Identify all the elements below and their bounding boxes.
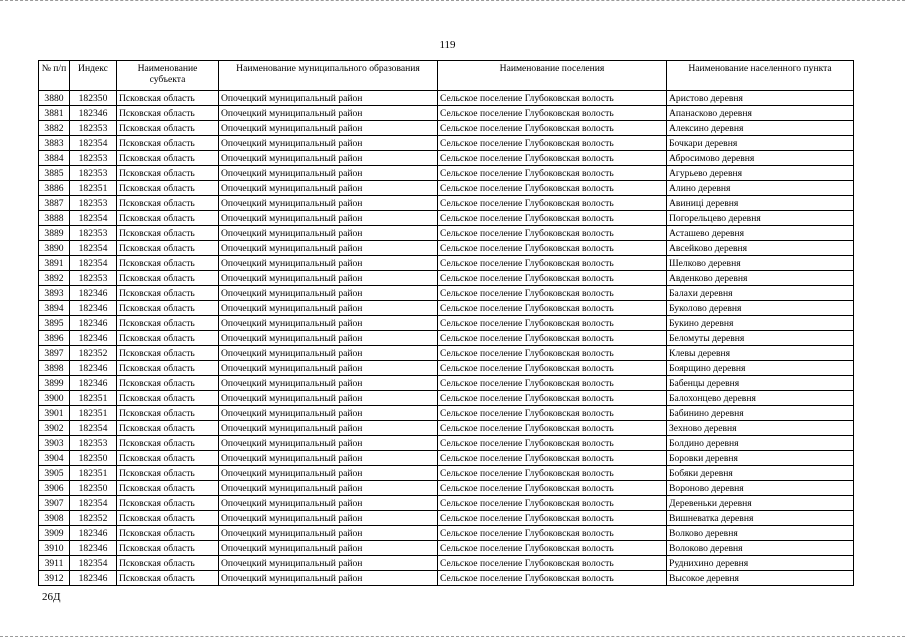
cell-municipality: Опочецкий муниципальный район — [219, 271, 438, 286]
cell-settlement: Сельское поселение Глубоковская волость — [438, 91, 667, 106]
cell-locality: Погорельцево деревня — [667, 211, 854, 226]
cell-row-number: 3906 — [39, 481, 70, 496]
table-row — [39, 226, 854, 241]
cell-row-number: 3910 — [39, 541, 70, 556]
cell-row-number: 3911 — [39, 556, 70, 571]
cell-postal-index: 182353 — [70, 151, 117, 166]
cell-postal-index: 182346 — [70, 331, 117, 346]
cell-municipality: Опочецкий муниципальный район — [219, 196, 438, 211]
cell-municipality: Опочецкий муниципальный район — [219, 391, 438, 406]
cell-locality: Абросимово деревня — [667, 151, 854, 166]
cell-row-number: 3889 — [39, 226, 70, 241]
cell-row-number: 3887 — [39, 196, 70, 211]
header-subject: Наименование субъекта — [117, 61, 219, 91]
cell-locality: Асташево деревня — [667, 226, 854, 241]
cell-subject: Псковская область — [117, 346, 219, 361]
cell-municipality: Опочецкий муниципальный район — [219, 361, 438, 376]
table-row — [39, 331, 854, 346]
cell-postal-index: 182351 — [70, 406, 117, 421]
cell-locality: Зехново деревня — [667, 421, 854, 436]
table-row — [39, 436, 854, 451]
cell-subject: Псковская область — [117, 541, 219, 556]
cell-settlement: Сельское поселение Глубоковская волость — [438, 556, 667, 571]
cell-postal-index: 182351 — [70, 181, 117, 196]
cell-settlement: Сельское поселение Глубоковская волость — [438, 271, 667, 286]
cell-subject: Псковская область — [117, 361, 219, 376]
cell-subject: Псковская область — [117, 91, 219, 106]
cell-postal-index: 182353 — [70, 196, 117, 211]
header-row — [39, 61, 854, 91]
cell-row-number: 3880 — [39, 91, 70, 106]
table-row — [39, 301, 854, 316]
table-row — [39, 166, 854, 181]
cell-municipality: Опочецкий муниципальный район — [219, 571, 438, 586]
header-locality: Наименование населенного пункта — [667, 61, 854, 91]
cell-row-number: 3912 — [39, 571, 70, 586]
cell-municipality: Опочецкий муниципальный район — [219, 481, 438, 496]
cell-locality: Авденково деревня — [667, 271, 854, 286]
header-settlement: Наименование поселения — [438, 61, 667, 91]
cell-subject: Псковская область — [117, 301, 219, 316]
cell-settlement: Сельское поселение Глубоковская волость — [438, 301, 667, 316]
cell-settlement: Сельское поселение Глубоковская волость — [438, 481, 667, 496]
cell-municipality: Опочецкий муниципальный район — [219, 436, 438, 451]
table-row — [39, 256, 854, 271]
cell-locality: Вишневатка деревня — [667, 511, 854, 526]
cell-subject: Псковская область — [117, 286, 219, 301]
cell-row-number: 3893 — [39, 286, 70, 301]
cell-subject: Псковская область — [117, 376, 219, 391]
cell-subject: Псковская область — [117, 481, 219, 496]
table-row — [39, 571, 854, 586]
cell-postal-index: 182353 — [70, 436, 117, 451]
cell-locality: Апанасково деревня — [667, 106, 854, 121]
cell-settlement: Сельское поселение Глубоковская волость — [438, 151, 667, 166]
cell-subject: Псковская область — [117, 256, 219, 271]
cell-municipality: Опочецкий муниципальный район — [219, 526, 438, 541]
cell-row-number: 3902 — [39, 421, 70, 436]
cell-row-number: 3885 — [39, 166, 70, 181]
table-row — [39, 346, 854, 361]
cell-postal-index: 182354 — [70, 136, 117, 151]
cell-postal-index: 182351 — [70, 466, 117, 481]
cell-locality: Бочкари деревня — [667, 136, 854, 151]
table-row — [39, 376, 854, 391]
cell-settlement: Сельское поселение Глубоковская волость — [438, 361, 667, 376]
table-row — [39, 271, 854, 286]
cell-locality: Алино деревня — [667, 181, 854, 196]
cell-subject: Псковская область — [117, 421, 219, 436]
cell-row-number: 3909 — [39, 526, 70, 541]
cell-settlement: Сельское поселение Глубоковская волость — [438, 421, 667, 436]
cell-municipality: Опочецкий муниципальный район — [219, 256, 438, 271]
cell-settlement: Сельское поселение Глубоковская волость — [438, 346, 667, 361]
cell-settlement: Сельское поселение Глубоковская волость — [438, 181, 667, 196]
cell-row-number: 3904 — [39, 451, 70, 466]
cell-locality: Буколово деревня — [667, 301, 854, 316]
cell-postal-index: 182346 — [70, 541, 117, 556]
cell-postal-index: 182346 — [70, 361, 117, 376]
cell-settlement: Сельское поселение Глубоковская волость — [438, 571, 667, 586]
cell-locality: Шелково деревня — [667, 256, 854, 271]
cell-settlement: Сельское поселение Глубоковская волость — [438, 466, 667, 481]
cell-postal-index: 182350 — [70, 481, 117, 496]
table-row — [39, 361, 854, 376]
cell-postal-index: 182354 — [70, 256, 117, 271]
cell-municipality: Опочецкий муниципальный район — [219, 556, 438, 571]
cell-municipality: Опочецкий муниципальный район — [219, 346, 438, 361]
cell-municipality: Опочецкий муниципальный район — [219, 91, 438, 106]
header-municipality: Наименование муниципального образования — [219, 61, 438, 91]
cell-postal-index: 182346 — [70, 526, 117, 541]
table-row — [39, 421, 854, 436]
scan-edge-top — [0, 0, 905, 3]
cell-locality: Агурьево деревня — [667, 166, 854, 181]
cell-settlement: Сельское поселение Глубоковская волость — [438, 256, 667, 271]
cell-locality: Балохонцево деревня — [667, 391, 854, 406]
cell-subject: Псковская область — [117, 391, 219, 406]
cell-locality: Болдино деревня — [667, 436, 854, 451]
cell-settlement: Сельское поселение Глубоковская волость — [438, 316, 667, 331]
table-row — [39, 496, 854, 511]
cell-subject: Псковская область — [117, 196, 219, 211]
cell-row-number: 3897 — [39, 346, 70, 361]
cell-postal-index: 182353 — [70, 271, 117, 286]
settlements-table — [38, 60, 854, 586]
cell-subject: Псковская область — [117, 556, 219, 571]
cell-subject: Псковская область — [117, 331, 219, 346]
table-row — [39, 106, 854, 121]
cell-row-number: 3886 — [39, 181, 70, 196]
cell-postal-index: 182354 — [70, 421, 117, 436]
cell-municipality: Опочецкий муниципальный район — [219, 421, 438, 436]
cell-postal-index: 182346 — [70, 286, 117, 301]
table-row — [39, 466, 854, 481]
page-number: 119 — [439, 39, 456, 51]
table-row — [39, 151, 854, 166]
cell-municipality: Опочецкий муниципальный район — [219, 301, 438, 316]
cell-subject: Псковская область — [117, 151, 219, 166]
cell-municipality: Опочецкий муниципальный район — [219, 466, 438, 481]
cell-postal-index: 182346 — [70, 106, 117, 121]
cell-postal-index: 182353 — [70, 226, 117, 241]
cell-postal-index: 182346 — [70, 301, 117, 316]
cell-municipality: Опочецкий муниципальный район — [219, 121, 438, 136]
cell-subject: Псковская область — [117, 526, 219, 541]
cell-settlement: Сельское поселение Глубоковская волость — [438, 436, 667, 451]
cell-locality: Аристово деревня — [667, 91, 854, 106]
cell-row-number: 3892 — [39, 271, 70, 286]
cell-locality: Авсейково деревня — [667, 241, 854, 256]
cell-postal-index: 182353 — [70, 166, 117, 181]
cell-row-number: 3884 — [39, 151, 70, 166]
cell-locality: Бабенцы деревня — [667, 376, 854, 391]
cell-postal-index: 182346 — [70, 376, 117, 391]
cell-settlement: Сельское поселение Глубоковская волость — [438, 241, 667, 256]
cell-row-number: 3890 — [39, 241, 70, 256]
cell-locality: Руднихино деревня — [667, 556, 854, 571]
cell-postal-index: 182354 — [70, 496, 117, 511]
cell-row-number: 3883 — [39, 136, 70, 151]
cell-postal-index: 182346 — [70, 571, 117, 586]
cell-settlement: Сельское поселение Глубоковская волость — [438, 121, 667, 136]
header-row-number: № п/п — [39, 61, 70, 91]
cell-settlement: Сельское поселение Глубоковская волость — [438, 376, 667, 391]
cell-settlement: Сельское поселение Глубоковская волость — [438, 406, 667, 421]
cell-municipality: Опочецкий муниципальный район — [219, 181, 438, 196]
cell-municipality: Опочецкий муниципальный район — [219, 106, 438, 121]
cell-municipality: Опочецкий муниципальный район — [219, 211, 438, 226]
table-row — [39, 241, 854, 256]
cell-locality: Волково деревня — [667, 526, 854, 541]
cell-postal-index: 182351 — [70, 391, 117, 406]
table-row — [39, 316, 854, 331]
cell-row-number: 3908 — [39, 511, 70, 526]
table-row — [39, 556, 854, 571]
cell-municipality: Опочецкий муниципальный район — [219, 136, 438, 151]
table-row — [39, 196, 854, 211]
cell-row-number: 3903 — [39, 436, 70, 451]
cell-locality: Бобяки деревня — [667, 466, 854, 481]
cell-row-number: 3905 — [39, 466, 70, 481]
cell-municipality: Опочецкий муниципальный район — [219, 151, 438, 166]
cell-locality: Букино деревня — [667, 316, 854, 331]
footer-mark: 26Д — [42, 591, 61, 603]
cell-subject: Псковская область — [117, 436, 219, 451]
cell-subject: Псковская область — [117, 166, 219, 181]
cell-settlement: Сельское поселение Глубоковская волость — [438, 166, 667, 181]
table-row — [39, 481, 854, 496]
cell-locality: Балахи деревня — [667, 286, 854, 301]
cell-locality: Беломуты деревня — [667, 331, 854, 346]
cell-municipality: Опочецкий муниципальный район — [219, 511, 438, 526]
cell-subject: Псковская область — [117, 496, 219, 511]
cell-row-number: 3899 — [39, 376, 70, 391]
cell-settlement: Сельское поселение Глубоковская волость — [438, 331, 667, 346]
cell-row-number: 3891 — [39, 256, 70, 271]
cell-settlement: Сельское поселение Глубоковская волость — [438, 196, 667, 211]
cell-row-number: 3907 — [39, 496, 70, 511]
table-row — [39, 121, 854, 136]
cell-postal-index: 182354 — [70, 241, 117, 256]
cell-subject: Псковская область — [117, 226, 219, 241]
cell-subject: Псковская область — [117, 316, 219, 331]
table-row — [39, 391, 854, 406]
cell-settlement: Сельское поселение Глубоковская волость — [438, 541, 667, 556]
cell-subject: Псковская область — [117, 106, 219, 121]
cell-subject: Псковская область — [117, 571, 219, 586]
cell-settlement: Сельское поселение Глубоковская волость — [438, 511, 667, 526]
table-row — [39, 526, 854, 541]
cell-settlement: Сельское поселение Глубоковская волость — [438, 391, 667, 406]
table-body — [39, 91, 854, 586]
cell-settlement: Сельское поселение Глубоковская волость — [438, 526, 667, 541]
table-header — [39, 61, 854, 91]
table-row — [39, 136, 854, 151]
cell-municipality: Опочецкий муниципальный район — [219, 316, 438, 331]
cell-row-number: 3888 — [39, 211, 70, 226]
header-postal-index: Индекс — [70, 61, 117, 91]
cell-settlement: Сельское поселение Глубоковская волость — [438, 496, 667, 511]
cell-subject: Псковская область — [117, 466, 219, 481]
scan-edge-bottom — [0, 636, 905, 639]
cell-municipality: Опочецкий муниципальный район — [219, 226, 438, 241]
cell-municipality: Опочецкий муниципальный район — [219, 241, 438, 256]
cell-municipality: Опочецкий муниципальный район — [219, 286, 438, 301]
table-row — [39, 91, 854, 106]
cell-postal-index: 182354 — [70, 556, 117, 571]
cell-locality: Авиниці деревня — [667, 196, 854, 211]
cell-locality: Деревеньки деревня — [667, 496, 854, 511]
cell-municipality: Опочецкий муниципальный район — [219, 541, 438, 556]
cell-row-number: 3894 — [39, 301, 70, 316]
cell-subject: Псковская область — [117, 121, 219, 136]
cell-locality: Вороново деревня — [667, 481, 854, 496]
cell-subject: Псковская область — [117, 511, 219, 526]
cell-postal-index: 182352 — [70, 511, 117, 526]
cell-locality: Клевы деревня — [667, 346, 854, 361]
cell-locality: Боярщино деревня — [667, 361, 854, 376]
cell-subject: Псковская область — [117, 181, 219, 196]
cell-subject: Псковская область — [117, 406, 219, 421]
cell-municipality: Опочецкий муниципальный район — [219, 406, 438, 421]
cell-postal-index: 182353 — [70, 121, 117, 136]
table-row — [39, 286, 854, 301]
cell-locality: Волоково деревня — [667, 541, 854, 556]
cell-postal-index: 182350 — [70, 451, 117, 466]
cell-row-number: 3901 — [39, 406, 70, 421]
cell-row-number: 3900 — [39, 391, 70, 406]
cell-municipality: Опочецкий муниципальный район — [219, 166, 438, 181]
table-row — [39, 181, 854, 196]
cell-municipality: Опочецкий муниципальный район — [219, 376, 438, 391]
table-row — [39, 406, 854, 421]
cell-row-number: 3881 — [39, 106, 70, 121]
table-row — [39, 511, 854, 526]
table-row — [39, 541, 854, 556]
cell-postal-index: 182352 — [70, 346, 117, 361]
cell-subject: Псковская область — [117, 136, 219, 151]
cell-postal-index: 182354 — [70, 211, 117, 226]
cell-settlement: Сельское поселение Глубоковская волость — [438, 106, 667, 121]
cell-postal-index: 182350 — [70, 91, 117, 106]
cell-municipality: Опочецкий муниципальный район — [219, 496, 438, 511]
cell-subject: Псковская область — [117, 211, 219, 226]
cell-settlement: Сельское поселение Глубоковская волость — [438, 286, 667, 301]
cell-settlement: Сельское поселение Глубоковская волость — [438, 226, 667, 241]
cell-settlement: Сельское поселение Глубоковская волость — [438, 211, 667, 226]
table-row — [39, 451, 854, 466]
cell-subject: Псковская область — [117, 271, 219, 286]
cell-subject: Псковская область — [117, 451, 219, 466]
table-row — [39, 211, 854, 226]
cell-row-number: 3898 — [39, 361, 70, 376]
cell-row-number: 3882 — [39, 121, 70, 136]
cell-locality: Бабинино деревня — [667, 406, 854, 421]
cell-municipality: Опочецкий муниципальный район — [219, 451, 438, 466]
cell-locality: Алексино деревня — [667, 121, 854, 136]
cell-locality: Высокое деревня — [667, 571, 854, 586]
cell-row-number: 3896 — [39, 331, 70, 346]
cell-row-number: 3895 — [39, 316, 70, 331]
cell-subject: Псковская область — [117, 241, 219, 256]
cell-municipality: Опочецкий муниципальный район — [219, 331, 438, 346]
cell-postal-index: 182346 — [70, 316, 117, 331]
cell-locality: Боровки деревня — [667, 451, 854, 466]
cell-settlement: Сельское поселение Глубоковская волость — [438, 451, 667, 466]
cell-settlement: Сельское поселение Глубоковская волость — [438, 136, 667, 151]
